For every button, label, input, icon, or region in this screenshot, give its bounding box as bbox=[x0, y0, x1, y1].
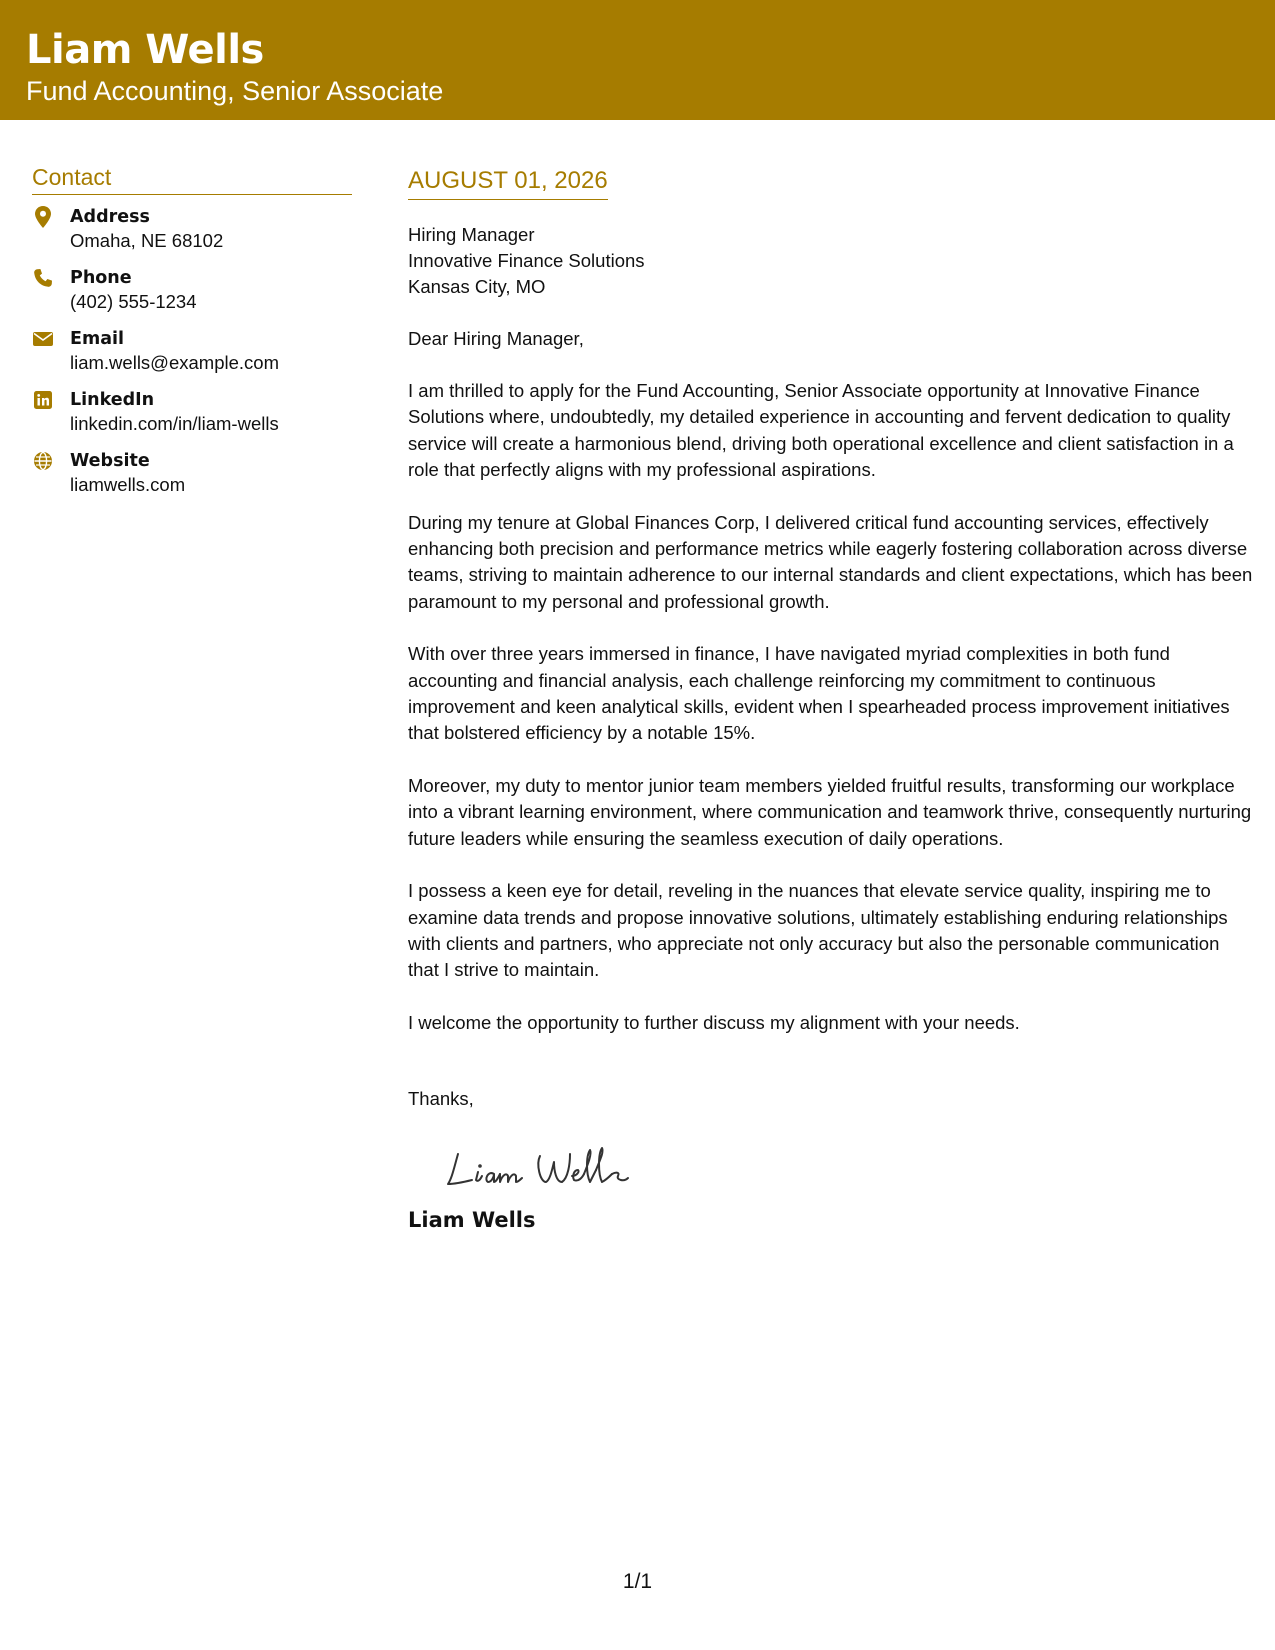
contact-value: liam.wells@example.com bbox=[70, 352, 279, 373]
applicant-title: Fund Accounting, Senior Associate bbox=[26, 76, 444, 106]
recipient-line: Kansas City, MO bbox=[408, 276, 546, 297]
contact-item-phone bbox=[32, 266, 352, 314]
contact-sidebar bbox=[32, 162, 352, 510]
contact-label: Website bbox=[70, 451, 150, 471]
header-banner bbox=[0, 0, 1275, 120]
letter-paragraph: Moreover, my duty to mentor junior team members yielded fruitful results, transforming our workplace into a vibrant learning environment, where communication and teamwork thrive, consequently nurturing future leaders while ensuring the seamless execution of daily operations. bbox=[408, 774, 1252, 849]
contact-item-address bbox=[32, 205, 352, 253]
contact-section-title: Contact bbox=[32, 162, 352, 195]
contact-value: linkedin.com/in/liam-wells bbox=[70, 413, 279, 434]
recipient-line: Innovative Finance Solutions bbox=[408, 250, 645, 271]
letter-paragraph: With over three years immersed in finance, I have navigated myriad complexities in both fund accounting and financial analysis, each challenge reinforcing my commitment to continuous improvement and keen analytical skills, evident when I spearheaded process improvement initiatives that bolstered efficiency by a notable 15%. bbox=[408, 643, 1230, 744]
contact-item-linkedin bbox=[32, 388, 352, 436]
linkedin-icon bbox=[32, 389, 54, 411]
envelope-icon bbox=[32, 328, 54, 350]
contact-value: Omaha, NE 68102 bbox=[70, 230, 224, 251]
contact-item-website bbox=[32, 449, 352, 497]
recipient-line: Hiring Manager bbox=[408, 224, 535, 245]
page-number: 1/1 bbox=[622, 1570, 653, 1593]
signer-name: Liam Wells bbox=[408, 1208, 536, 1233]
letter-paragraph: During my tenure at Global Finances Corp, I delivered critical fund accounting services, effectively enhancing both precision and performance metrics while eagerly fostering collaboration across diverse teams, striving to maintain adherence to our internal standards and client expectations, which has been paramount to my personal and professional growth. bbox=[408, 511, 1253, 612]
greeting: Dear Hiring Manager, bbox=[408, 328, 584, 349]
letter-paragraph: I welcome the opportunity to further discuss my alignment with your needs. bbox=[408, 1011, 1020, 1033]
phone-icon bbox=[32, 267, 54, 289]
letter-body bbox=[408, 166, 1253, 1234]
contact-label: Phone bbox=[70, 268, 132, 288]
contact-label: Address bbox=[70, 207, 150, 227]
contact-value: liamwells.com bbox=[70, 474, 186, 495]
contact-label: Email bbox=[70, 329, 124, 349]
globe-icon bbox=[32, 450, 54, 472]
contact-item-email bbox=[32, 327, 352, 375]
handwritten-signature bbox=[444, 1134, 1253, 1194]
letter-paragraph: I am thrilled to apply for the Fund Accounting, Senior Associate opportunity at Innovative Finance Solutions where, undoubtedly, my detailed experience in accounting and fervent dedication to quality service will create a harmonious blend, driving both operational excellence and client satisfaction in a role that perfectly aligns with my professional aspirations. bbox=[408, 380, 1234, 481]
closing: Thanks, bbox=[408, 1088, 474, 1110]
contact-value: (402) 555-1234 bbox=[70, 291, 197, 312]
letter-paragraph: I possess a keen eye for detail, reveling in the nuances that elevate service quality, inspiring me to examine data trends and propose innovative solutions, ultimately establishing enduring relationships with clients and partners, who appreciate not only accuracy but also the personable communication that I strive to maintain. bbox=[408, 880, 1228, 981]
map-pin-icon bbox=[32, 206, 54, 228]
contact-label: LinkedIn bbox=[70, 390, 155, 410]
applicant-name: Liam Wells bbox=[26, 27, 264, 73]
recipient-block bbox=[408, 222, 1253, 300]
letter-date: AUGUST 01, 2026 bbox=[408, 166, 608, 200]
